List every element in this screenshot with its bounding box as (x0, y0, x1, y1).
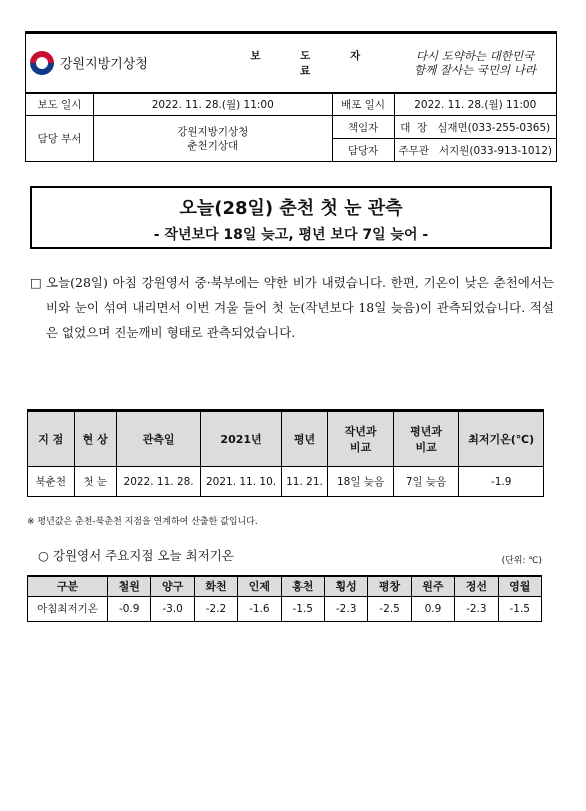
main-header-cell-0: 지 점 (28, 411, 75, 467)
temp-header-cell-0: 구분 (28, 576, 108, 596)
body-text: 오늘(28일) 아침 강원영서 중·북부에는 약한 비가 내렸습니다. 한편, 기온이 낮은 춘천에서는 비와 눈이 섞여 내리면서 이번 겨울 들어 첫 눈(작년보다 18일 늦음)이 관측되었습니다. 적설은 없었으며 진눈깨비 형태로 관측되었습니다. (46, 275, 554, 340)
resp-value: 대 장 심재면(033-255-0365) (394, 116, 556, 139)
dist-date-label: 배포 일시 (332, 93, 394, 116)
main-header-cell-1: 현 상 (74, 411, 116, 467)
main-data-cell-4: 11. 21. (281, 467, 328, 497)
temp-header-cell-4: 인제 (238, 576, 281, 596)
temp-data-cell-0: 아침최저기온 (28, 596, 108, 621)
temp-data-cell-8: 0.9 (411, 596, 454, 621)
min-temp-table (27, 575, 542, 622)
report-date-label: 보도 일시 (26, 93, 94, 116)
dept-line-2: 춘천기상대 (187, 139, 239, 152)
contact-value: 주무관 서지원(033-913-1012) (394, 139, 556, 162)
temp-header-cell-6: 횡성 (324, 576, 367, 596)
main-header-cell-7: 최저기온(℃) (459, 411, 544, 467)
sub-headline: - 작년보다 18일 늦고, 평년 보다 7일 늦어 - (153, 227, 429, 243)
main-data-cell-6: 7일 늦음 (393, 467, 459, 497)
main-header-cell-3: 2021년 (201, 411, 281, 467)
bullet-square-icon: □ (30, 275, 42, 290)
slogan-line-1: 다시 도약하는 대한민국 (415, 48, 535, 63)
temps-unit: (단위: ℃) (501, 556, 542, 566)
main-header-cell-4: 평년 (281, 411, 328, 467)
temp-data-cell-2: -3.0 (151, 596, 194, 621)
main-header-cell-6: 평년과 비교 (393, 411, 459, 467)
slogan (394, 33, 556, 93)
dist-date-value: 2022. 11. 28.(월) 11:00 (394, 93, 556, 116)
main-data-cell-1: 첫 눈 (74, 467, 116, 497)
dept-label: 담당 부서 (26, 116, 94, 162)
main-header-cell-2: 관측일 (116, 411, 201, 467)
temp-header-cell-7: 평창 (368, 576, 411, 596)
slogan-line-2: 함께 잘사는 국민의 나라 (413, 62, 537, 77)
first-snow-table (27, 409, 544, 497)
main-data-cell-3: 2021. 11. 10. (201, 467, 281, 497)
temp-data-cell-5: -1.5 (281, 596, 324, 621)
temp-data-cell-10: -1.5 (498, 596, 541, 621)
government-emblem-icon (30, 51, 54, 75)
main-data-cell-5: 18일 늦음 (328, 467, 394, 497)
temp-data-cell-3: -2.2 (194, 596, 237, 621)
temps-heading: ○ 강원영서 주요지점 오늘 최저기온 (38, 548, 234, 563)
temp-data-cell-7: -2.5 (368, 596, 411, 621)
dept-value (94, 116, 333, 162)
temp-header-cell-1: 철원 (108, 576, 151, 596)
press-header (25, 31, 557, 162)
resp-label: 책임자 (332, 116, 394, 139)
footnote: ※ 평년값은 춘천-북춘천 지점을 연계하여 산출한 값입니다. (27, 517, 258, 527)
temp-header-cell-5: 홍천 (281, 576, 324, 596)
doc-type-title: 보 도 자 료 (234, 33, 394, 93)
headline-box (30, 186, 552, 249)
temp-data-cell-9: -2.3 (455, 596, 498, 621)
temp-header-cell-3: 화천 (194, 576, 237, 596)
main-data-cell-7: -1.9 (459, 467, 544, 497)
temp-header-cell-9: 정선 (455, 576, 498, 596)
main-data-cell-2: 2022. 11. 28. (116, 467, 201, 497)
agency-name: 강원지방기상청 (60, 57, 148, 73)
temp-data-cell-4: -1.6 (238, 596, 281, 621)
temp-data-cell-6: -2.3 (324, 596, 367, 621)
headline: 오늘(28일) 춘천 첫 눈 관측 (179, 198, 403, 219)
contact-label: 담당자 (332, 139, 394, 162)
body-paragraph (30, 270, 554, 345)
temp-header-cell-10: 영월 (498, 576, 541, 596)
temp-header-cell-2: 양구 (151, 576, 194, 596)
temp-data-cell-1: -0.9 (108, 596, 151, 621)
main-header-cell-5: 작년과 비교 (328, 411, 394, 467)
main-data-cell-0: 북춘천 (28, 467, 75, 497)
temp-header-cell-8: 원주 (411, 576, 454, 596)
agency-cell (26, 33, 235, 93)
report-date-value: 2022. 11. 28.(월) 11:00 (94, 93, 333, 116)
dept-line-1: 강원지방기상청 (177, 125, 249, 138)
